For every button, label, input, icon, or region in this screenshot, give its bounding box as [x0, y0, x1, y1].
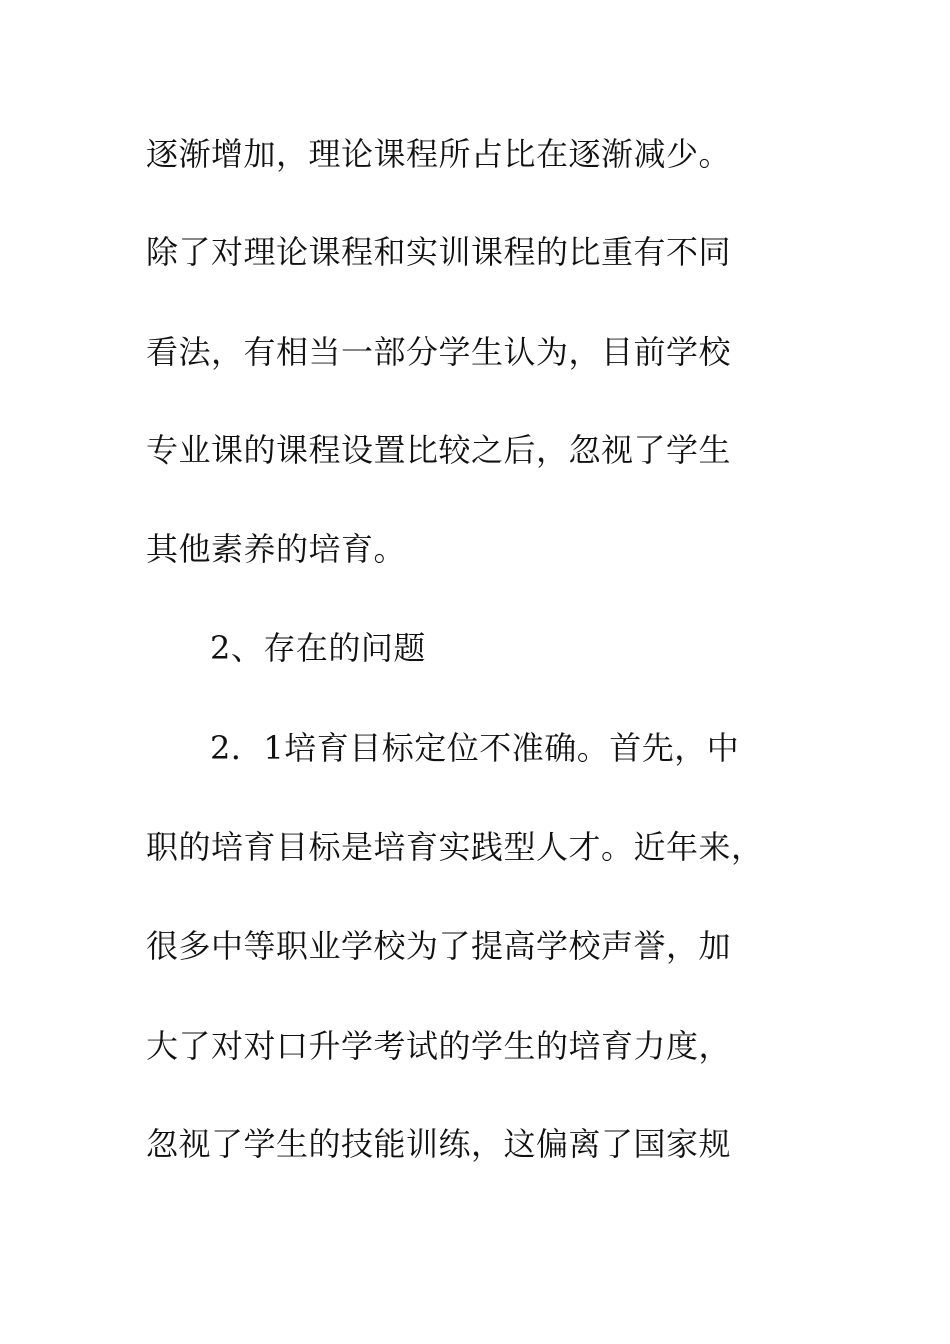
text-line: 专业课的课程设置比较之后，忽视了学生	[146, 431, 732, 469]
text-line: 看法，有相当一部分学生认为，目前学校	[146, 333, 732, 371]
text-line: 逐渐增加，理论课程所占比在逐渐减少。	[146, 135, 732, 173]
text-line: 职的培育目标是培育实践型人才。近年来，	[146, 828, 764, 866]
text-line: 其他素养的培育。	[146, 530, 407, 568]
text-line: 除了对理论课程和实训课程的比重有不同	[146, 233, 732, 271]
text-line: 大了对对口升学考试的学生的培育力度，	[146, 1027, 732, 1065]
text-line: 忽视了学生的技能训练，这偏离了国家规	[146, 1125, 732, 1163]
text-line: 很多中等职业学校为了提高学校声誉，加	[146, 927, 732, 965]
subsection-heading: 2．1培育目标定位不准确。首先，中	[210, 729, 740, 767]
section-heading: 2、存在的问题	[210, 629, 426, 667]
